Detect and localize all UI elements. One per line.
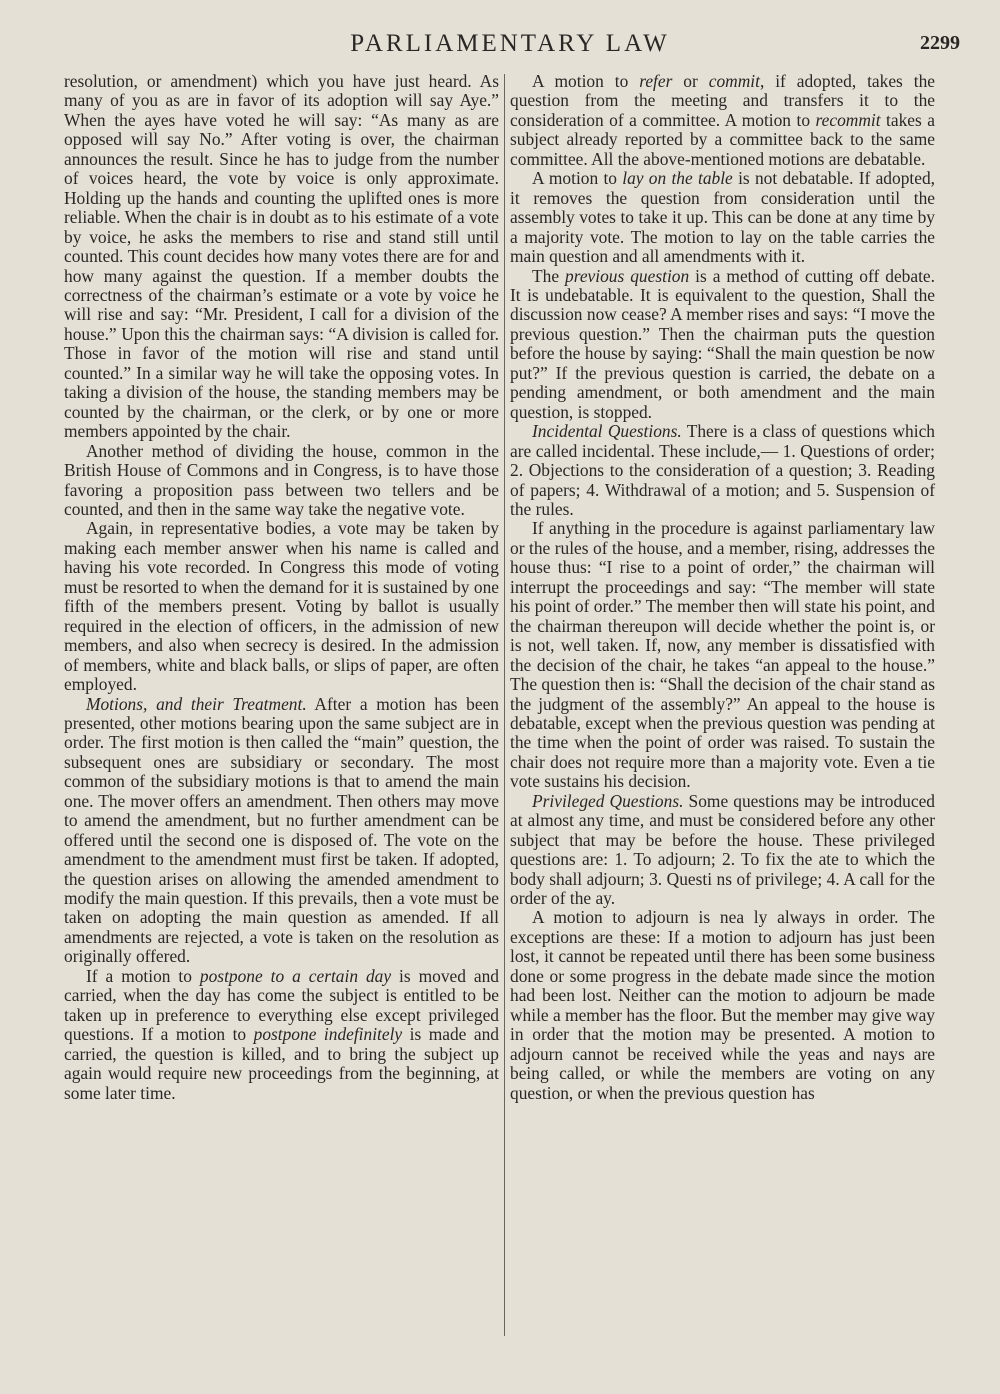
- italic-run: Privileged Questions.: [532, 790, 684, 811]
- paragraph: [510, 267, 935, 423]
- paragraph: [510, 72, 935, 169]
- paragraph: [64, 967, 499, 1103]
- paragraph: [510, 908, 935, 1103]
- paragraph: [64, 72, 499, 442]
- italic-run: recommit: [815, 109, 881, 130]
- paragraph: [64, 442, 499, 520]
- text-run: There is a class of questions which are called incidental. These include,— 1. Questions of order; 2. Objections to the consideration of a question; 3. Reading of papers; 4. Withdrawal of a motion; and 5. Suspension of the rules.: [510, 421, 935, 519]
- italic-run: lay on the table: [622, 168, 733, 189]
- italic-run: postpone to a certain day: [199, 965, 392, 986]
- paragraph: [510, 422, 935, 519]
- page-number: 2299: [920, 32, 960, 54]
- text-run: The: [532, 265, 566, 286]
- paragraph: [64, 695, 499, 967]
- text-run: A motion to adjourn is nea ly always in order. The exceptions are these: If a motion to adjourn has just been lost, it cannot be repeated until there has been some business done or some progress in the debate made since the motion had been lost. Neither can the motion to adjourn be made while a member has the floor. But the member may give way in order that the motion may be presented. A motion to adjourn cannot be received while the yeas and nays are being called, or while the members are voting on any question, or when the previous question has: [510, 907, 935, 1103]
- column-divider: [504, 74, 505, 1336]
- text-run: , if adopted, takes the question from the meeting and transfers it to the consideration of a committee. A motion to: [510, 71, 936, 130]
- italic-run: previous question: [565, 265, 690, 286]
- text-run: or: [672, 71, 709, 91]
- text-run: is moved and carried, when the day has come the subject is entitled to be taken up in preference to everything else except privileged questions. If a motion to: [64, 965, 499, 1045]
- text-run: Another method of dividing the house, common in the British House of Commons and in Congress, is to have those favoring a proposition pass between two tellers and be counted, and then in the same way take the negative vote.: [64, 440, 499, 519]
- italic-run: refer: [639, 71, 673, 91]
- text-run: If anything in the procedure is against parliamentary law or the rules of the house, and a member, rising, addresses the house thus: “I rise to a point of order,” the chairman will interrupt the proceedings and say: “The member will state his point of order.” The member then will state his point, and the chairman thereupon will decide whether the point is, or is not, well taken. If, now, any member is dissatisfied with the decision of the chair, he takes “an appeal to the house.” The question then is: “Shall the decision of the chair stand as the judgment of the assembly?” An appeal to the house is debatable, except when the previous question was pending at the time when the point of order was raised. To sustain the chair does not require more than a majority vote. Even a tie vote sustains his decision.: [510, 518, 935, 792]
- text-run: After a motion has been presented, other motions bearing upon the same subject are in order. The first motion is then called the “main” question, the subsequent ones are subsidiary or secondary. The most common of the subsidiary motions is that to amend the main one. The mover offers an amendment. Then others may move to amend the amendment, but no further amendment can be offered until the second one is disposed of. The vote on the amendment to the amendment must first be taken. If adopted, the question arises on allowing the amended amendment to modify the main question. If this prevails, then a vote must be taken on adopting the main question as amended. If all amendments are rejected, a vote is taken on the resolution as originally offered.: [64, 693, 499, 967]
- paragraph: [510, 792, 935, 909]
- right-column: [510, 72, 935, 1103]
- text-run: is made and carried, the question is killed, and to bring the subject up again would require new proceedings from the beginning, at some later time.: [64, 1024, 500, 1103]
- text-run: A motion to: [532, 71, 640, 91]
- text-run: resolution, or amendment) which you have just heard. As many of you as are in favor of its adoption will say Aye.” When the ayes have voted he will say: “As many as are opposed will say No.” After voting is over, the chairman announces the result. Since he has to judge from the number of voices heard, the vote by voice is only approximate. Holding up the hands and counting the uplifted ones is more reliable. When the chair is in doubt as to his estimate of a vote by voice, he asks the members to rise and stand still until counted. This count decides how many votes there are for and how many against the question. If a member doubts the correctness of the chairman’s estimate or a vote by voice he will rise and say: “Mr. President, I call for a division of the house.” Upon this the chairman says: “A division is called for. Those in favor of the motion will rise and stand until counted.” In a similar way he will take the opposing votes. In taking a division of the house, the standing members may be counted by the chairman, or the clerk, or by one or more members appointed by the chair.: [64, 71, 499, 442]
- italic-run: commit: [708, 71, 760, 91]
- text-run: Some questions may be introduced at almost any time, and must be considered before any other subject that may be before the house. These privileged questions are: 1. To adjourn; 2. To fix the ate to which the body shall adjourn; 3. Questi ns of privilege; 4. A call for the order of the ay.: [510, 790, 935, 909]
- text-run: A motion to: [532, 168, 623, 189]
- text-run: Again, in representative bodies, a vote may be taken by making each member answer when his name is called and having his vote recorded. In Congress this mode of voting must be resorted to when the demand for it is sustained by one fifth of the members present. Voting by ballot is usually required in the election of officers, in the admission of new members, and also when secrecy is desired. In the admission of members, white and black balls, or slips of paper, are often employed.: [64, 518, 499, 695]
- text-run: If a motion to: [86, 965, 200, 986]
- running-head: [60, 28, 960, 64]
- italic-run: postpone indefinitely: [253, 1024, 403, 1045]
- text-run: is not debatable. If adopted, it removes the question from consideration until the assembly votes to take it up. This can be done at any time by a majority vote. The motion to lay on the table carries the main question and all amendments with it.: [510, 168, 935, 267]
- text-run: is a method of cutting off debate. It is undebatable. It is equivalent to the question, Shall the discussion now cease? A member rises and says: “I move the previous question.” Then the chairman puts the question before the house by saying: “Shall the main question be now put?” If the previous question is carried, the debate on a pending amendment, or both amendment and the main question, is stopped.: [510, 265, 935, 422]
- paragraph: [510, 519, 935, 791]
- left-column: [64, 72, 499, 1103]
- text-run: takes a subject already reported by a committee back to the same committee. All the above-mentioned motions are debatable.: [510, 109, 935, 169]
- paragraph: [64, 519, 499, 694]
- page-title: PARLIAMENTARY LAW: [350, 30, 670, 57]
- italic-run: Motions, and their Treatment.: [86, 693, 307, 714]
- paragraph: [510, 169, 935, 266]
- italic-run: Incidental Questions.: [532, 421, 682, 442]
